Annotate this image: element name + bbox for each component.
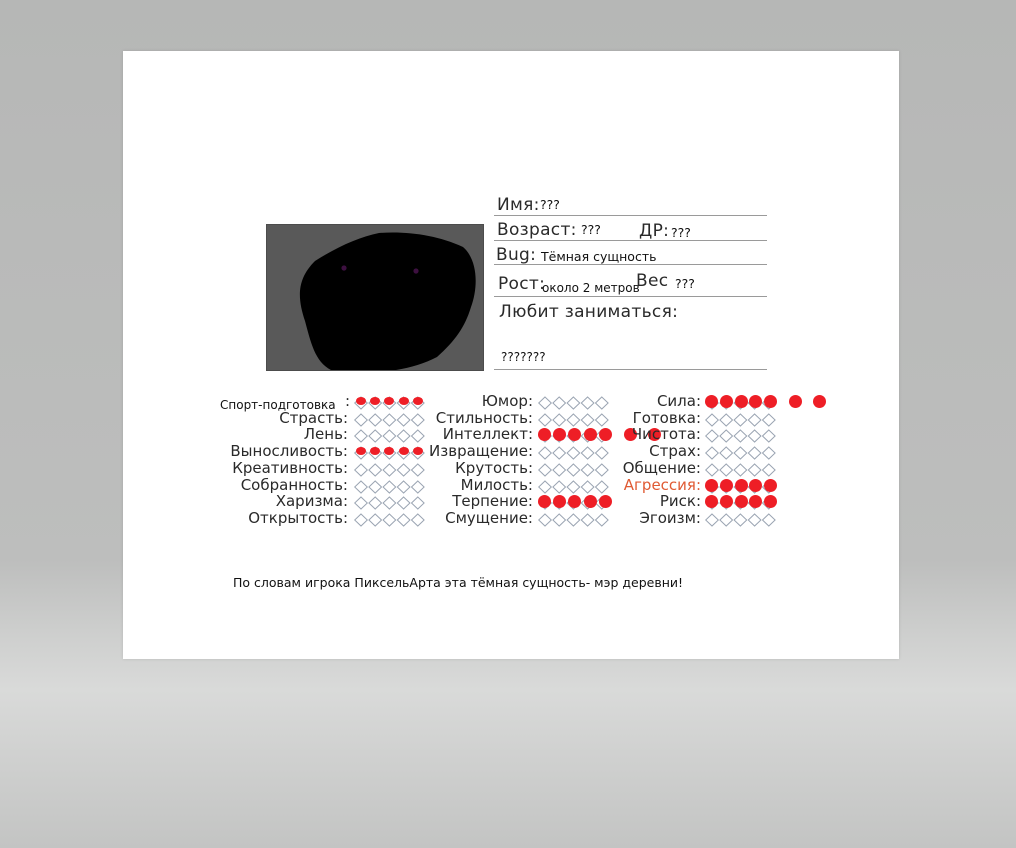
- trait-label: Интеллект:: [442, 425, 533, 444]
- trait-label: Крутость:: [455, 458, 533, 477]
- trait-label: Эгоизм:: [639, 508, 701, 527]
- trait-diamonds: [705, 445, 777, 459]
- trait-dot: [720, 479, 733, 492]
- trait-diamonds: [354, 428, 426, 442]
- trait-diamonds: [538, 512, 610, 526]
- trait-label: Риск:: [659, 492, 701, 511]
- trait-dot: [399, 397, 409, 405]
- trait-dot: [599, 495, 612, 508]
- trait-label: Юмор:: [481, 392, 533, 410]
- trait-diamonds: [354, 462, 426, 476]
- trait-dot: [789, 395, 802, 408]
- trait-label: Агрессия:: [623, 475, 701, 494]
- trait-diamonds: [538, 412, 610, 426]
- trait-dot: [813, 395, 826, 408]
- trait-label: Лень:: [303, 425, 348, 444]
- name-label: Имя:: [497, 195, 540, 215]
- trait-label: Чистота:: [631, 425, 701, 444]
- trait-dot: [413, 397, 423, 405]
- trait-dot: [705, 479, 718, 492]
- trait-diamonds: [354, 479, 426, 493]
- hobby-line: [494, 369, 767, 370]
- trait-dot: [720, 395, 733, 408]
- trait-label: Спорт-подготовка: [220, 398, 336, 412]
- trait-dot: [399, 447, 409, 455]
- species-label: Bug:: [496, 245, 537, 265]
- trait-dot: [735, 395, 748, 408]
- species-value: Тёмная сущность: [541, 249, 657, 264]
- height-value: около 2 метров: [542, 281, 640, 295]
- trait-label: Извращение:: [429, 442, 533, 461]
- hobby-value: ???????: [501, 350, 546, 364]
- height-line: [494, 296, 767, 297]
- trait-label: Сила:: [656, 392, 701, 410]
- age-label: Возраст:: [497, 220, 577, 240]
- trait-label: Страх:: [649, 442, 701, 461]
- trait-dot: [705, 395, 718, 408]
- trait-colon: :: [345, 392, 351, 410]
- trait-dot: [584, 428, 597, 441]
- age-value: ???: [581, 222, 601, 237]
- weight-label: Вес: [636, 271, 669, 291]
- trait-diamonds: [705, 462, 777, 476]
- trait-dot: [749, 479, 762, 492]
- trait-label: Стильность:: [435, 408, 533, 427]
- trait-label: Общение:: [622, 458, 701, 477]
- trait-dot: [356, 397, 366, 405]
- trait-dot: [720, 495, 733, 508]
- birthday-value: ???: [671, 225, 691, 240]
- age-line: [494, 240, 767, 241]
- trait-dot: [764, 479, 777, 492]
- trait-dot: [735, 495, 748, 508]
- name-line: [494, 215, 767, 216]
- trait-label: Терпение:: [452, 492, 533, 511]
- birthday-label: ДР:: [639, 221, 670, 241]
- hobby-label: Любит заниматься:: [499, 302, 679, 322]
- trait-label: Открытость:: [248, 508, 348, 527]
- trait-dot: [735, 479, 748, 492]
- character-sheet: [123, 51, 899, 659]
- trait-label: Креативность:: [232, 458, 348, 477]
- trait-diamonds: [538, 479, 610, 493]
- trait-diamonds: [705, 428, 777, 442]
- trait-label: Харизма:: [275, 492, 348, 511]
- trait-diamonds: [354, 512, 426, 526]
- height-label: Рост:: [498, 274, 546, 294]
- trait-diamonds: [538, 462, 610, 476]
- trait-label: Страсть:: [279, 408, 348, 427]
- character-portrait: [266, 224, 484, 371]
- trait-diamonds: [538, 445, 610, 459]
- footnote: По словам игрока ПиксельАрта эта тёмная сущность- мэр деревни!: [233, 575, 684, 590]
- trait-label: Собранность:: [240, 475, 348, 494]
- trait-diamonds: [538, 395, 610, 409]
- trait-dot: [413, 447, 423, 455]
- trait-diamonds: [705, 512, 777, 526]
- trait-diamonds: [705, 412, 777, 426]
- trait-diamonds: [354, 412, 426, 426]
- trait-label: Готовка:: [632, 408, 701, 427]
- trait-dot: [584, 495, 597, 508]
- trait-label: Милость:: [460, 475, 533, 494]
- dark-entity-drawing: [267, 225, 483, 370]
- name-value: ???: [540, 197, 560, 212]
- trait-diamonds: [354, 495, 426, 509]
- trait-label: Смущение:: [445, 508, 533, 527]
- trait-label: Выносливость:: [230, 442, 348, 461]
- weight-value: ???: [675, 276, 695, 291]
